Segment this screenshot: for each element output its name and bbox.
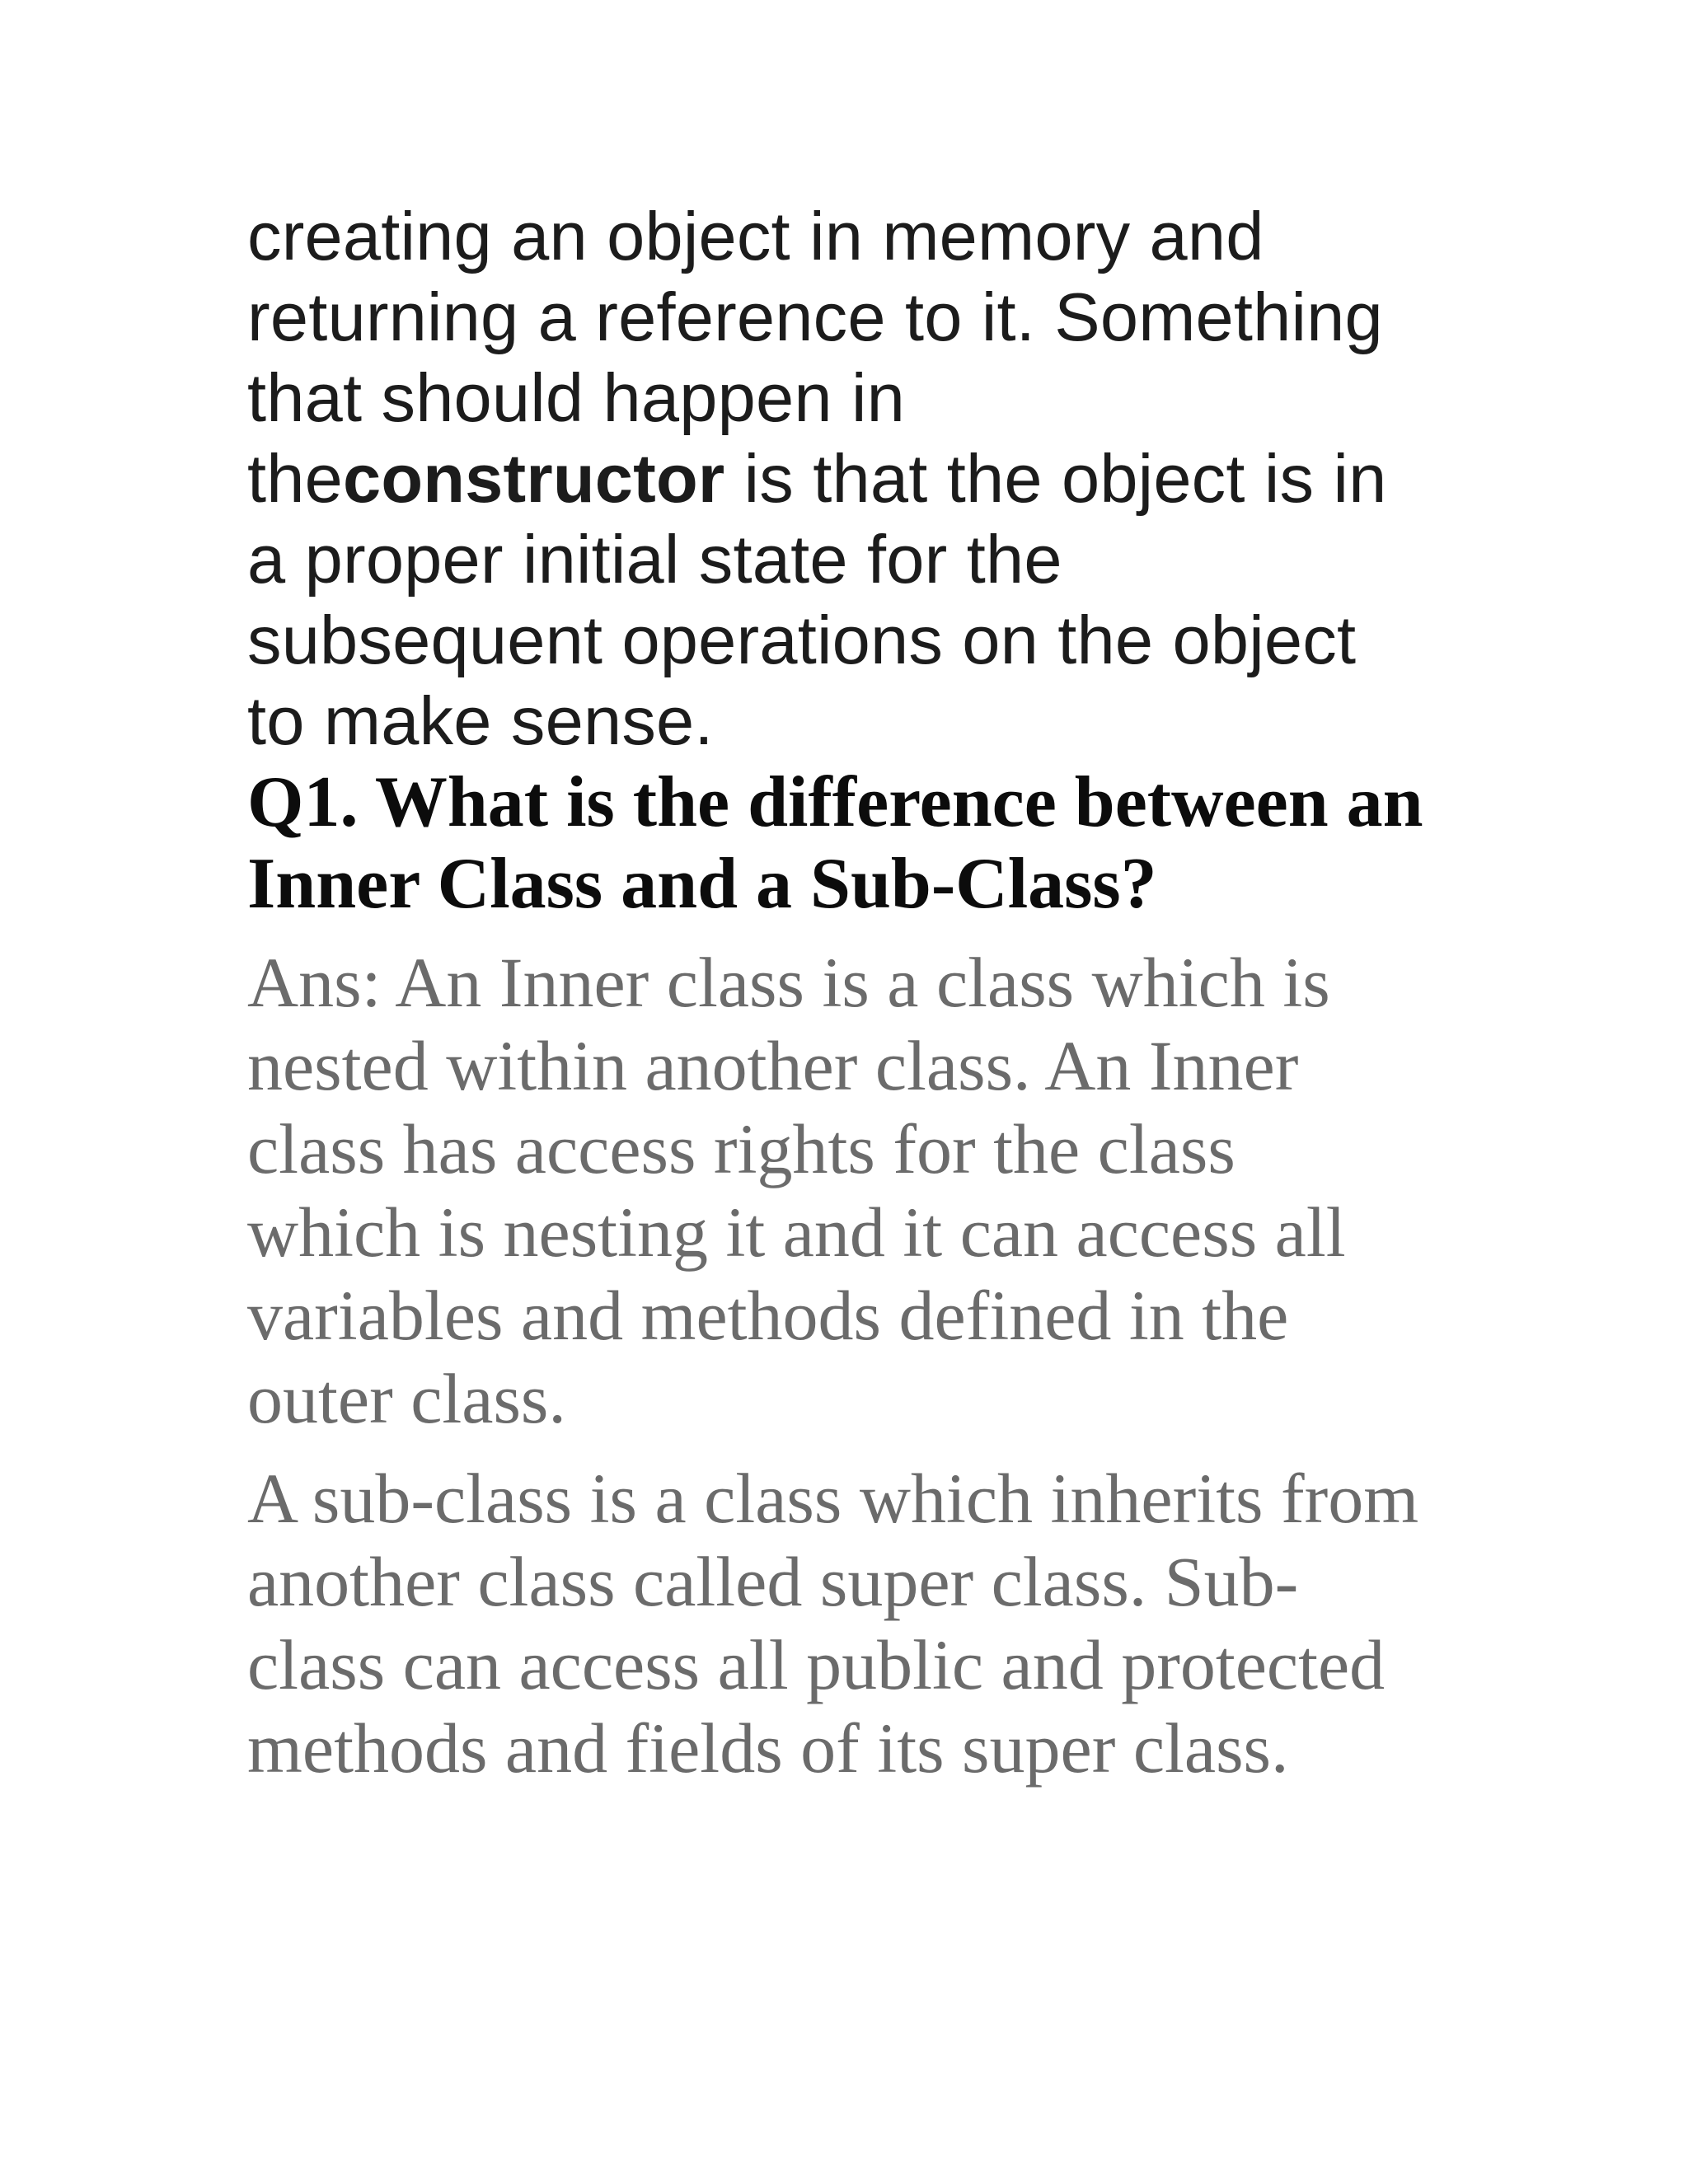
text-line: methods and fields of its super class. [247,1708,1289,1788]
question-heading [247,762,1451,925]
text-line: nested within another class. An Inner [247,1026,1299,1105]
constructor-term: constructor [342,440,725,517]
text-line: subsequent operations on the object [247,602,1357,678]
text-fragment: the [247,440,343,517]
text-line: Ans: An Inner class is a class which is [247,943,1330,1022]
answer-paragraph-inner-class [247,941,1451,1441]
answer-paragraph-sub-class [247,1457,1451,1790]
text-line: variables and methods defined in the [247,1276,1289,1355]
text-line: a proper initial state for the [247,521,1062,598]
text-line [247,438,1451,519]
text-line: to make sense. [247,682,714,759]
text-line: outer class. [247,1359,566,1438]
text-line: class can access all public and protected [247,1625,1386,1704]
text-line: returning a reference to it. Something [247,279,1383,355]
heading-line: Q1. What is the difference between an [247,762,1423,842]
intro-paragraph [247,196,1451,762]
text-line: class has access rights for the class [247,1109,1236,1188]
text-line: another class called super class. Sub- [247,1542,1299,1621]
heading-line: Inner Class and a Sub-Class? [247,844,1157,924]
text-line: which is nesting it and it can access all [247,1193,1346,1272]
text-fragment: is that the object is in [724,440,1387,517]
text-line: that should happen in [247,359,905,436]
page-content [247,196,1451,1790]
text-line: creating an object in memory and [247,198,1264,274]
text-line: A sub-class is a class which inherits from [247,1459,1419,1538]
